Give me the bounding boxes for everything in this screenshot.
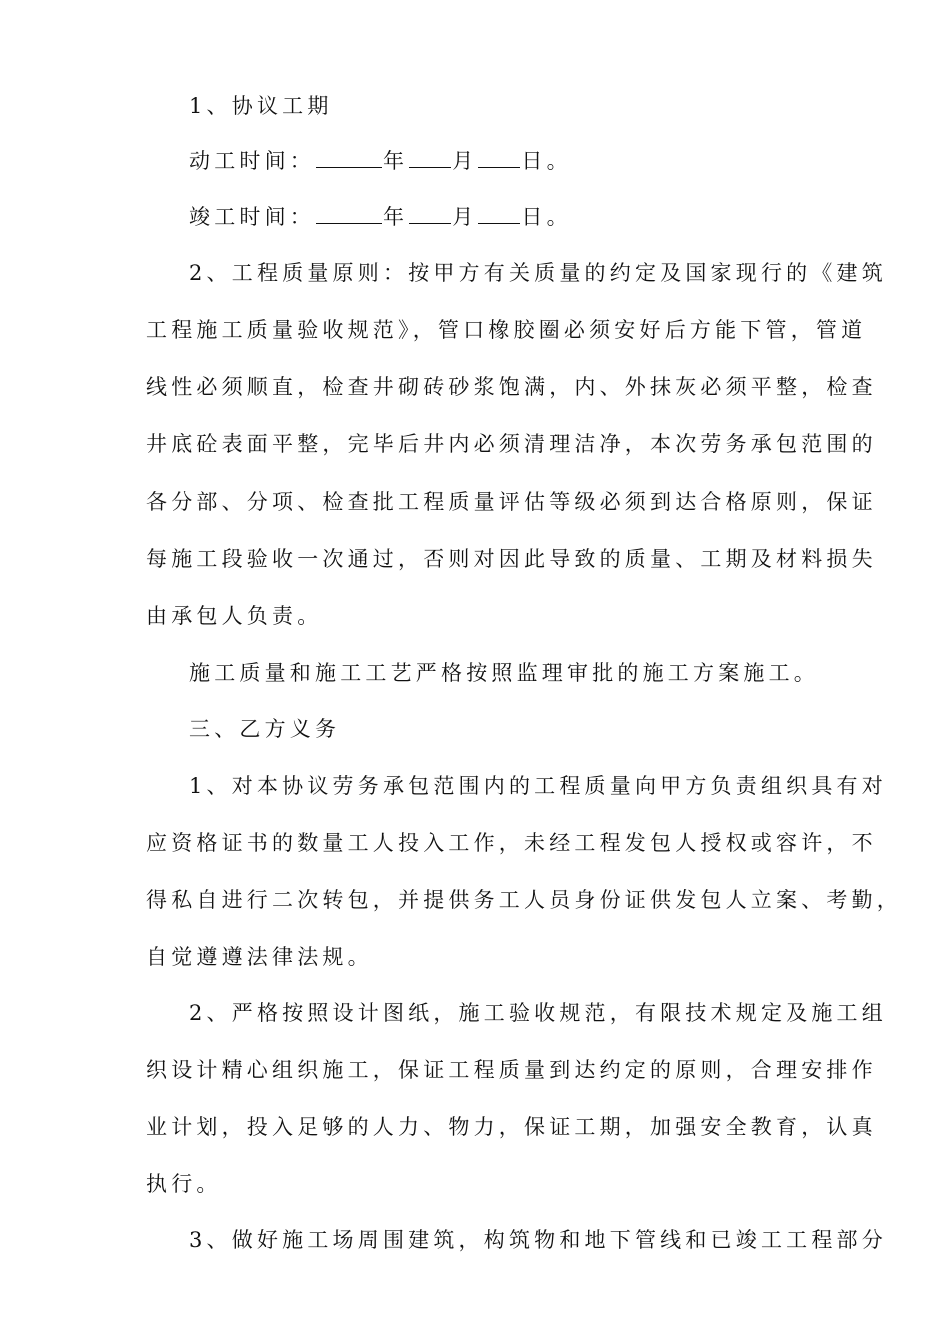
obligation-1-line: 得私自进行二次转包，并提供务工人员身份证供发包人立案、考勤， [146,888,902,912]
start-day-blank[interactable] [478,147,520,168]
start-year-unit: 年 [383,149,409,173]
finish-day-blank[interactable] [478,203,520,224]
finish-date-line [189,203,572,231]
construction-method-note: 施工质量和施工工艺严格按照监理审批的施工方案施工。 [189,661,819,685]
finish-date-label: 竣工时间： [189,205,315,229]
quality-principle-line: 由承包人负责。 [146,604,323,628]
finish-month-blank[interactable] [409,203,451,224]
obligation-2-line: 业计划，投入足够的人力、物力，保证工期，加强安全教育，认真 [146,1115,877,1139]
start-date-line [189,147,572,175]
start-day-unit: 日。 [521,149,572,173]
finish-year-unit: 年 [383,205,409,229]
obligation-1-line: 1、对本协议劳务承包范围内的工程质量向甲方负责组织具有对 [189,774,887,798]
obligation-2-line: 织设计精心组织施工，保证工程质量到达约定的原则，合理安排作 [146,1058,877,1082]
heading-agreement-period: 1、协议工期 [189,94,333,118]
quality-principle-line: 2、工程质量原则：按甲方有关质量的约定及国家现行的《建筑 [189,261,887,285]
start-month-blank[interactable] [409,147,451,168]
quality-principle-line: 工程施工质量验收规范》，管口橡胶圈必须安好后方能下管，管道 [146,318,867,342]
obligation-2-line: 执行。 [146,1172,222,1196]
quality-principle-line: 线性必须顺直，检查井砌砖砂浆饱满，内、外抹灰必须平整，检查 [146,375,877,399]
obligation-1-line: 自觉遵遵法律法规。 [146,945,373,969]
quality-principle-line: 井底砼表面平整，完毕后井内必须清理洁净，本次劳务承包范围的 [146,432,877,456]
start-date-label: 动工时间： [189,149,315,173]
finish-month-unit: 月 [452,205,478,229]
quality-principle-line: 各分部、分项、检查批工程质量评估等级必须到达合格原则，保证 [146,490,877,514]
quality-principle-line: 每施工段验收一次通过，否则对因此导致的质量、工期及材料损失 [146,547,877,571]
obligation-2-line: 2、严格按照设计图纸，施工验收规范，有限技术规定及施工组 [189,1001,887,1025]
heading-party-b-obligations: 三、乙方义务 [189,717,341,741]
finish-day-unit: 日。 [521,205,572,229]
start-month-unit: 月 [452,149,478,173]
start-year-blank[interactable] [316,147,382,168]
finish-year-blank[interactable] [316,203,382,224]
obligation-1-line: 应资格证书的数量工人投入工作，未经工程发包人授权或容许，不 [146,831,877,855]
obligation-3-line: 3、做好施工场周围建筑，构筑物和地下管线和已竣工工程部分 [189,1228,887,1252]
